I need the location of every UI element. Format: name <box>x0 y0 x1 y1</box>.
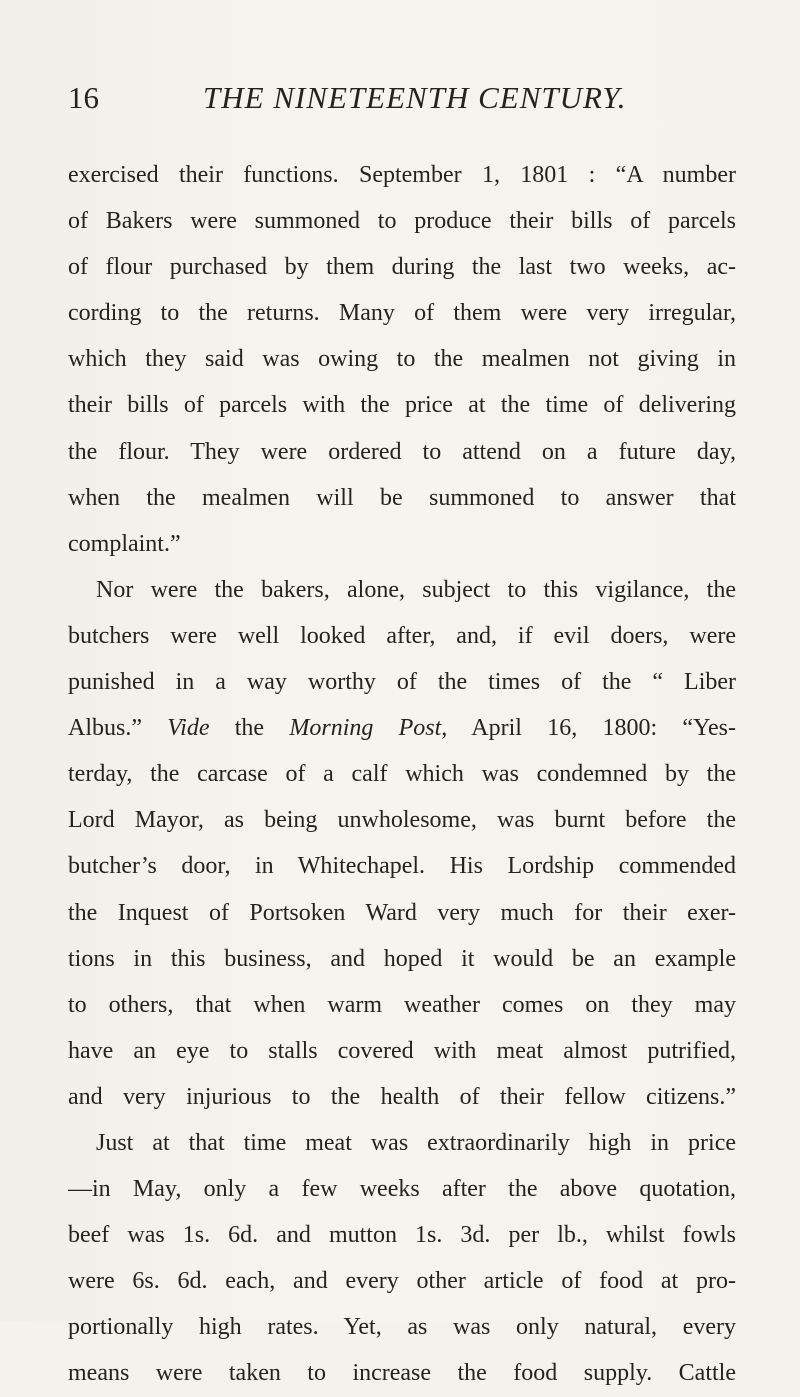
text-line: of Bakers were summoned to produce their bills of parcels <box>68 208 736 235</box>
text-line: —in May, only a few weeks after the above quotation, <box>68 1176 736 1203</box>
text-line: their bills of parcels with the price at the time of delivering <box>68 392 736 419</box>
text-line-mixed <box>68 705 736 751</box>
text-line: have an eye to stalls covered with meat almost putrified, <box>68 1037 736 1064</box>
text-line: complaint.” <box>68 530 181 557</box>
text-line: when the mealmen will be summoned to answer that <box>68 484 736 511</box>
text-line: the Inquest of Portsoken Ward very much for their exer- <box>68 899 736 926</box>
text-line: exercised their functions. September 1, 1801 : “A number <box>68 162 736 188</box>
publication-title: Morning Post, <box>289 715 448 742</box>
text-line: beef was 1s. 6d. and mutton 1s. 3d. per lb., whilst fowls <box>68 1222 736 1249</box>
text-line: punished in a way worthy of the times of the “ Liber <box>68 669 736 696</box>
text-line: Just at that time meat was extraordinarily high in price <box>96 1129 736 1156</box>
text-line: which they said was owing to the mealmen not giving in <box>68 346 736 373</box>
text-line: the flour. They were ordered to attend on a future day, <box>68 438 736 465</box>
text-line: tions in this business, and hoped it would be an example <box>68 945 736 972</box>
text-line: terday, the carcase of a calf which was condemned by the <box>68 761 736 788</box>
text-line: Lord Mayor, as being unwholesome, was burnt before the <box>68 807 736 834</box>
text-segment: April 16, 1800: “Yes- <box>447 715 736 742</box>
text-line: and very injurious to the health of their fellow citizens.” <box>68 1083 736 1110</box>
text-segment: Albus.” <box>68 715 168 742</box>
page-number: 16 <box>68 80 99 115</box>
text-line: cording to the returns. Many of them were very irregular, <box>68 300 736 327</box>
text-line: butcher’s door, in Whitechapel. His Lordship commended <box>68 853 736 880</box>
text-segment-italic: Vide <box>167 715 210 742</box>
body-text <box>68 152 736 1397</box>
text-line: butchers were well looked after, and, if evil doers, were <box>68 622 736 649</box>
page-header <box>68 80 768 130</box>
text-line: were 6s. 6d. each, and every other article of food at pro- <box>68 1268 736 1295</box>
text-line: to others, that when warm weather comes on they may <box>68 991 736 1018</box>
text-line: of flour purchased by them during the last two weeks, ac- <box>68 254 736 281</box>
text-segment: the <box>209 715 290 742</box>
text-line: portionally high rates. Yet, as was only natural, every <box>68 1314 736 1341</box>
running-title: THE NINETEENTH CENTURY. <box>203 80 627 115</box>
text-line: Nor were the bakers, alone, subject to this vigilance, the <box>96 576 736 603</box>
text-line: means were taken to increase the food supply. Cattle <box>68 1360 736 1387</box>
